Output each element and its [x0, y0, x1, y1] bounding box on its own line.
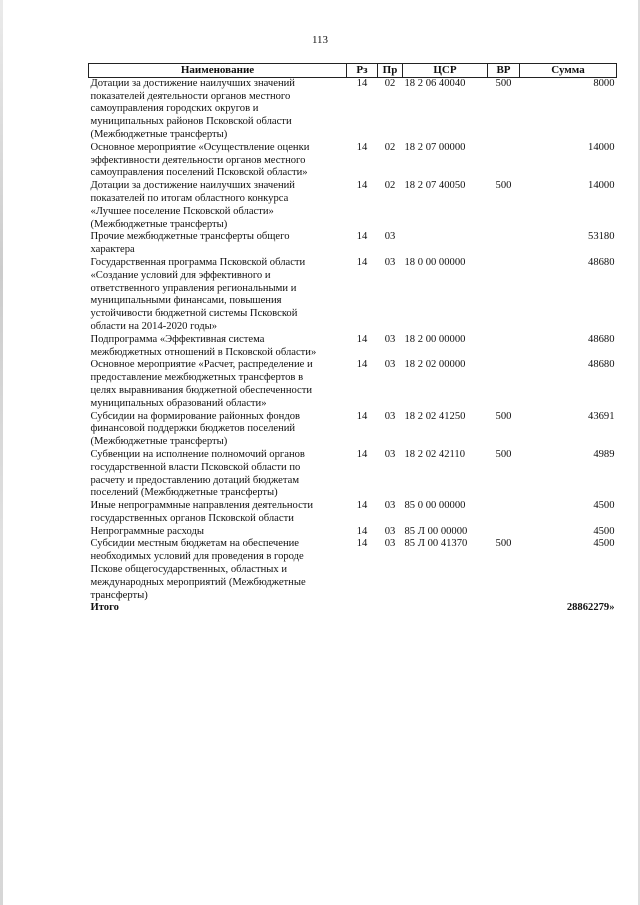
row-csr: 18 2 00 00000 — [404, 333, 466, 345]
row-name-line: (Межбюджетные трансферты) — [90, 436, 228, 448]
table-row — [89, 77, 617, 141]
row-name-line: трансферты) — [90, 589, 148, 601]
total-row — [89, 602, 617, 615]
row-name-line: Пскове общегосударственных, областных и — [90, 564, 287, 576]
row-name-line: самоуправления городских округов и — [90, 103, 259, 115]
row-rz: 14 — [356, 141, 368, 153]
row-name-line: муниципальных образований области» — [90, 397, 267, 409]
row-vr: 500 — [495, 410, 512, 422]
row-name-line: Непрограммные расходы — [90, 525, 204, 537]
row-vr — [488, 359, 520, 410]
row-sum: 4500 — [593, 500, 615, 512]
row-csr: 18 2 02 00000 — [404, 359, 466, 371]
row-name-line: межбюджетных отношений в Псковской области» — [90, 346, 317, 358]
row-sum: 14000 — [588, 141, 615, 153]
row-rz: 14 — [356, 333, 368, 345]
row-rz: 14 — [356, 538, 368, 550]
row-name-line: Основное мероприятие «Расчет, распределение и — [90, 359, 313, 371]
row-rz: 14 — [356, 525, 368, 537]
row-name-line: Субсидии местным бюджетам на обеспечение — [90, 538, 300, 550]
row-pr: 03 — [384, 525, 396, 537]
row-pr: 03 — [384, 448, 396, 460]
row-pr: 03 — [384, 256, 396, 268]
table-row — [89, 538, 617, 602]
row-sum: 14000 — [588, 180, 615, 192]
row-pr: 03 — [384, 359, 396, 371]
row-name-line: Государственная программа Псковской области — [90, 256, 306, 268]
row-name-line: муниципальных районов Псковской области — [90, 116, 292, 128]
row-sum: 8000 — [593, 77, 615, 89]
row-pr: 03 — [384, 500, 396, 512]
row-vr — [488, 257, 520, 334]
page-number: 113 — [311, 34, 329, 46]
row-rz: 14 — [356, 448, 368, 460]
table-row — [89, 449, 617, 500]
row-name-line: Подпрограмма «Эффективная система — [90, 333, 265, 345]
row-name — [89, 500, 347, 526]
row-name-line: показателей по итогам областного конкурса — [90, 192, 289, 204]
row-rz: 14 — [356, 231, 368, 243]
table-row — [89, 526, 617, 539]
row-rz: 14 — [356, 256, 368, 268]
header-csr: ЦСР — [403, 64, 488, 78]
row-name — [89, 538, 347, 602]
row-sum: 53180 — [588, 231, 615, 243]
row-csr: 18 2 02 42110 — [404, 448, 466, 460]
row-name-line: ответственного управления региональными и — [90, 282, 297, 294]
row-name-line: области на 2014-2020 годы» — [90, 320, 218, 332]
row-csr: 85 0 00 00000 — [404, 500, 466, 512]
table-row — [89, 231, 617, 257]
row-sum: 48680 — [588, 256, 615, 268]
row-vr — [488, 231, 520, 257]
row-csr: 18 2 07 00000 — [404, 141, 466, 153]
row-csr: 18 2 02 41250 — [404, 410, 466, 422]
row-pr: 03 — [384, 410, 396, 422]
header-name: Наименование — [89, 64, 347, 78]
row-name — [89, 334, 347, 360]
row-pr: 02 — [384, 77, 396, 89]
total-label: Итого — [90, 602, 119, 614]
row-name — [89, 359, 347, 410]
row-pr: 03 — [384, 333, 396, 345]
table-row — [89, 411, 617, 449]
row-csr: 18 0 00 00000 — [404, 256, 466, 268]
row-name-line: самоуправления поселений Псковской области» — [90, 167, 308, 179]
row-sum: 48680 — [588, 359, 615, 371]
table-row — [89, 334, 617, 360]
total-sum: 28862279» — [566, 602, 615, 614]
row-vr: 500 — [495, 448, 512, 460]
row-name — [89, 411, 347, 449]
row-csr: 85 Л 00 41370 — [404, 538, 468, 550]
row-name-line: характера — [90, 244, 135, 256]
row-rz: 14 — [356, 180, 368, 192]
row-name — [89, 77, 347, 141]
table-row — [89, 359, 617, 410]
row-sum: 4500 — [593, 525, 615, 537]
row-rz: 14 — [356, 77, 368, 89]
row-name-line: финансовой поддержки бюджетов поселений — [90, 423, 296, 435]
row-name-line: Дотации за достижение наилучших значений — [90, 77, 295, 89]
row-vr: 500 — [495, 180, 512, 192]
row-name-line: Дотации за достижение наилучших значений — [90, 180, 295, 192]
table-body — [89, 77, 617, 602]
row-name-line: муниципальными финансами, повышения — [90, 295, 282, 307]
row-name-line: показателей деятельности органов местного — [90, 90, 291, 102]
row-vr: 500 — [495, 538, 512, 550]
row-name-line: поселений (Межбюджетные трансферты) — [90, 487, 278, 499]
row-name-line: (Межбюджетные трансферты) — [90, 218, 228, 230]
row-name-line: необходимых условий для проведения в городе — [90, 551, 304, 563]
row-name-line: эффективности деятельности органов местного — [90, 154, 306, 166]
row-rz: 14 — [356, 500, 368, 512]
row-pr: 02 — [384, 180, 396, 192]
header-sum: Сумма — [520, 64, 617, 78]
row-name — [89, 526, 347, 539]
row-rz: 14 — [356, 410, 368, 422]
table-row — [89, 257, 617, 334]
header-rz: Рз — [347, 64, 378, 78]
row-name-line: государственных органов Псковской области — [90, 512, 294, 524]
row-sum: 48680 — [588, 333, 615, 345]
header-vr: ВР — [488, 64, 520, 78]
row-name-line: «Лучшее поселение Псковской области» — [90, 205, 274, 217]
row-name-line: (Межбюджетные трансферты) — [90, 128, 228, 140]
table-row — [89, 142, 617, 180]
row-name-line: Иные непрограммные направления деятельности — [90, 500, 314, 512]
row-vr — [488, 526, 520, 539]
row-pr: 03 — [384, 231, 396, 243]
row-name-line: международных мероприятий (Межбюджетные — [90, 576, 306, 588]
row-sum: 43691 — [588, 410, 615, 422]
row-name-line: Субсидии на формирование районных фондов — [90, 410, 301, 422]
table-header — [89, 64, 617, 78]
row-csr — [403, 231, 488, 257]
row-csr: 85 Л 00 00000 — [404, 525, 468, 537]
table-row — [89, 180, 617, 231]
row-vr — [488, 500, 520, 526]
table-footer — [89, 602, 617, 615]
row-name-line: предоставление межбюджетных трансфертов в — [90, 372, 304, 384]
row-name — [89, 449, 347, 500]
row-vr: 500 — [495, 77, 512, 89]
row-pr: 03 — [384, 538, 396, 550]
row-name-line: целях выравнивания бюджетной обеспеченности — [90, 384, 313, 396]
row-csr: 18 2 07 40050 — [404, 180, 466, 192]
row-vr — [488, 142, 520, 180]
row-name — [89, 142, 347, 180]
row-name-line: Основное мероприятие «Осуществление оценки — [90, 141, 310, 153]
row-name-line: Прочие межбюджетные трансферты общего — [90, 231, 290, 243]
row-name-line: устойчивости бюджетной системы Псковской — [90, 308, 298, 320]
scan-edge-left — [0, 0, 3, 905]
header-pr: Пр — [378, 64, 403, 78]
row-name-line: государственной власти Псковской области по — [90, 461, 301, 473]
row-pr: 02 — [384, 141, 396, 153]
row-name — [89, 231, 347, 257]
row-rz: 14 — [356, 359, 368, 371]
budget-table — [88, 63, 617, 615]
row-name — [89, 180, 347, 231]
row-name-line: «Создание условий для эффективного и — [90, 269, 271, 281]
row-sum: 4500 — [593, 538, 615, 550]
row-vr — [488, 334, 520, 360]
row-sum: 4989 — [593, 448, 615, 460]
row-csr: 18 2 06 40040 — [404, 77, 466, 89]
row-name-line: Субвенции на исполнение полномочий органов — [90, 448, 305, 460]
table-row — [89, 500, 617, 526]
row-name-line: расчету и предоставлению дотаций бюджетам — [90, 474, 300, 486]
row-name — [89, 257, 347, 334]
